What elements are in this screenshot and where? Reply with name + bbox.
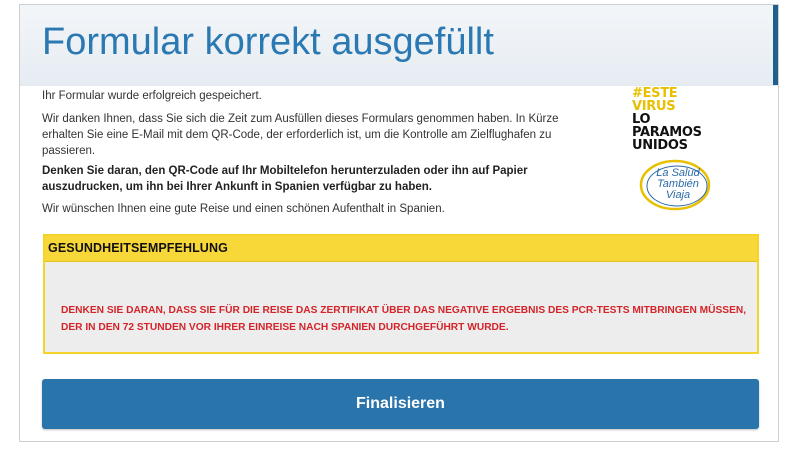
recommendation-header xyxy=(45,236,757,262)
banner-accent-bar xyxy=(773,5,778,85)
pcr-test-warning xyxy=(61,302,751,336)
health-recommendation-box xyxy=(43,234,759,354)
confirmation-panel xyxy=(19,4,779,442)
campaign-logo-line: PARAMOS xyxy=(632,125,702,140)
finalize-button[interactable]: Finalisieren xyxy=(42,379,759,429)
thanks-message: Wir danken Ihnen, dass Sie sich die Zeit zum Ausfüllen dieses Formulars genommen haben. In Kürze erhalten Sie eine E-Mail mit dem QR-Code, der erforderlich ist, um die Kontrolle am Zielflughafen zu passieren. xyxy=(42,113,559,157)
la-salud-tambien-viaja-logo xyxy=(638,158,712,212)
campaign-logo-line: #ESTE xyxy=(632,86,678,101)
farewell-message: Wir wünschen Ihnen eine gute Reise und einen schönen Aufenthalt in Spanien. xyxy=(42,203,445,215)
campaign-logo-line: VIRUS xyxy=(632,99,676,114)
title-banner xyxy=(20,5,778,86)
saved-message: Ihr Formular wurde erfolgreich gespeichert. xyxy=(42,90,262,102)
salud-logo-line: También xyxy=(657,178,699,190)
campaign-logo-line: LO xyxy=(632,112,651,127)
este-virus-campaign-logo xyxy=(632,87,742,152)
page-title: Formular korrekt ausgefüllt xyxy=(42,21,494,63)
pcr-warning-line: DENKEN SIE DARAN, DASS SIE FÜR DIE REISE DAS ZERTIFIKAT ÜBER DAS NEGATIVE ERGEBNIS DES PCR-TESTS MITBRINGEN MÜSSEN, xyxy=(61,305,747,316)
campaign-logo-line: UNIDOS xyxy=(632,138,688,153)
salud-logo-line: La Salud xyxy=(656,167,700,179)
pcr-warning-line: DER IN DEN 72 STUNDEN VOR IHRER EINREISE NACH SPANIEN DURCHGEFÜHRT WURDE. xyxy=(61,322,509,333)
recommendation-title: GESUNDHEITSEMPFEHLUNG xyxy=(48,241,228,255)
salud-logo-line: Viaja xyxy=(665,189,691,201)
qr-reminder-message: Denken Sie daran, den QR-Code auf Ihr Mobiltelefon herunterzuladen oder ihn auf Papier auszudrucken, um ihn bei Ihrer Ankunft in Spanien verfügbar zu haben. xyxy=(42,165,528,193)
